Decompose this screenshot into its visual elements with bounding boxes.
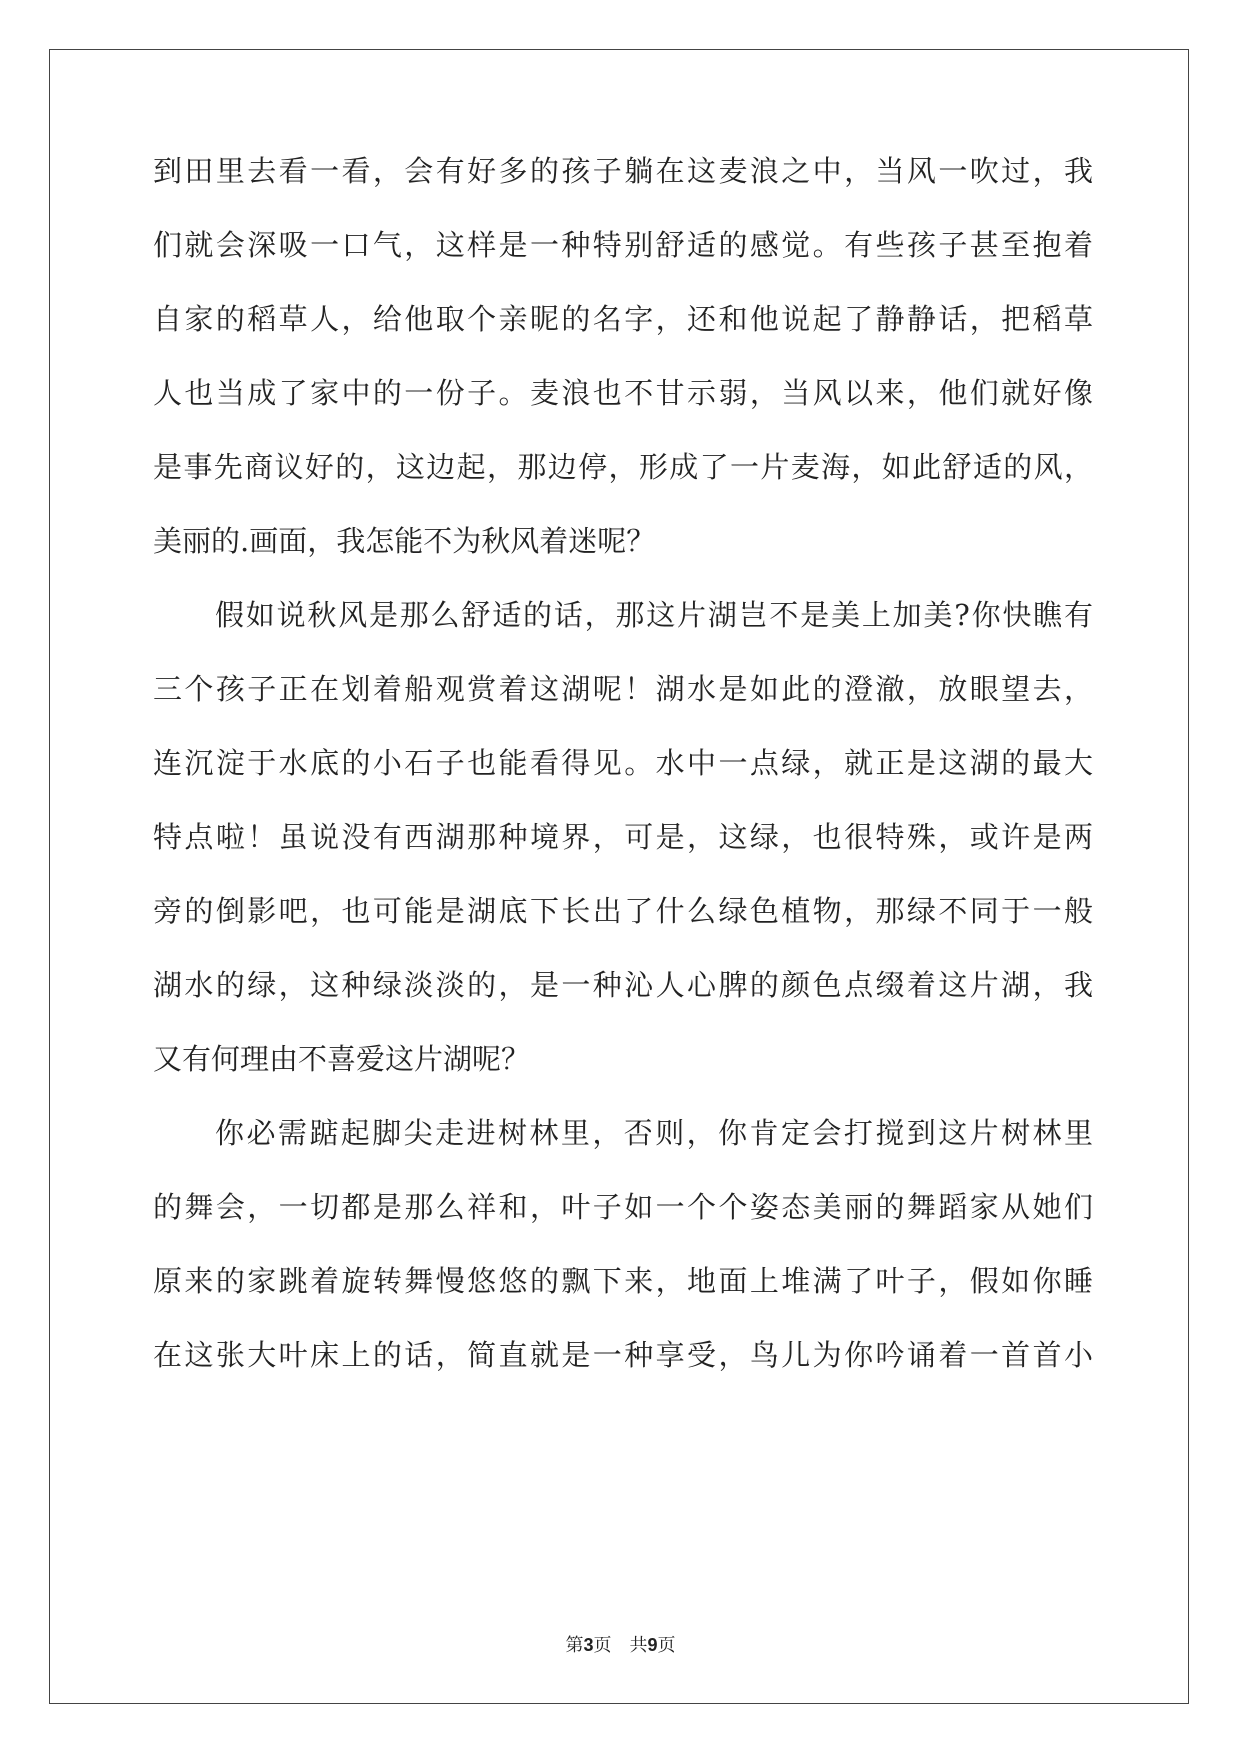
text-line: 人也当成了家中的一份子。麦浪也不甘示弱，当风以来，他们就好像 [153, 376, 1093, 410]
text-line: 们就会深吸一口气，这样是一种特别舒适的感觉。有些孩子甚至抱着 [153, 228, 1093, 262]
text-line: 三个孩子正在划着船观赏着这湖呢！湖水是如此的澄澈，放眼望去， [153, 672, 1093, 706]
text-line: 连沉淀于水底的小石子也能看得见。水中一点绿，就正是这湖的最大 [153, 746, 1093, 780]
footer-middle: 页 共 [593, 1635, 648, 1656]
text-line: 美丽的.画面，我怎能不为秋风着迷呢？ [153, 524, 656, 558]
text-line: 湖水的绿，这种绿淡淡的，是一种沁人心脾的颜色点缀着这片湖，我 [153, 968, 1093, 1002]
text-line: 的舞会，一切都是那么祥和，叶子如一个个姿态美丽的舞蹈家从她们 [153, 1190, 1093, 1224]
text-line: 特点啦！虽说没有西湖那种境界，可是，这绿，也很特殊，或许是两 [153, 820, 1093, 854]
current-page-number: 3 [583, 1635, 594, 1655]
total-page-number: 9 [647, 1635, 658, 1655]
text-line: 在这张大叶床上的话，简直就是一种享受，鸟儿为你吟诵着一首首小 [153, 1338, 1093, 1372]
text-line: 原来的家跳着旋转舞慢悠悠的飘下来，地面上堆满了叶子，假如你睡 [153, 1264, 1093, 1298]
footer-suffix: 页 [657, 1635, 676, 1656]
text-line: 假如说秋风是那么舒适的话，那这片湖岂不是美上加美?你快瞧有 [215, 598, 1093, 632]
text-line: 你必需踮起脚尖走进树林里，否则，你肯定会打搅到这片树林里 [215, 1116, 1093, 1150]
footer-prefix: 第 [565, 1635, 584, 1656]
text-line: 旁的倒影吧，也可能是湖底下长出了什么绿色植物，那绿不同于一般 [153, 894, 1093, 928]
text-line: 自家的稻草人，给他取个亲昵的名字，还和他说起了静静话，把稻草 [153, 302, 1093, 336]
page-footer [0, 1631, 1241, 1657]
text-line: 是事先商议好的，这边起，那边停，形成了一片麦海，如此舒适的风， [153, 450, 1093, 484]
text-line: 到田里去看一看，会有好多的孩子躺在这麦浪之中，当风一吹过，我 [153, 154, 1093, 188]
text-line: 又有何理由不喜爱这片湖呢？ [153, 1042, 531, 1076]
